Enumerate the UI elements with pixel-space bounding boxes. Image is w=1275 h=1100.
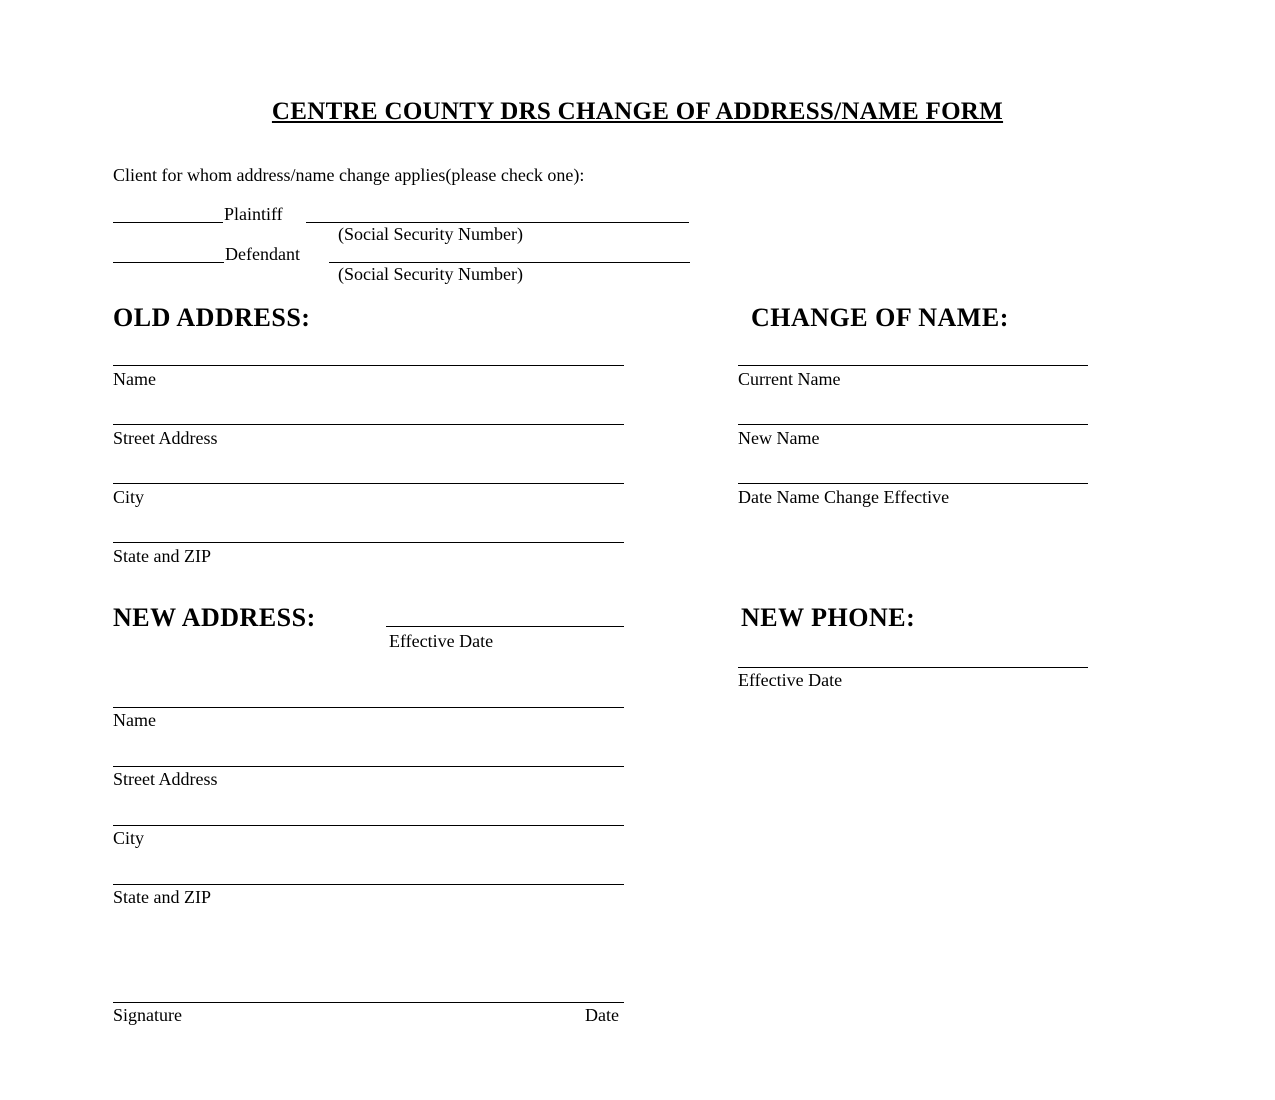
old-state-zip-field[interactable] <box>113 542 624 543</box>
name-change-date-field[interactable] <box>738 483 1088 484</box>
change-of-name-heading: CHANGE OF NAME: <box>751 303 1009 332</box>
new-street-label: Street Address <box>113 769 218 789</box>
date-label: Date <box>585 1005 619 1025</box>
defendant-label: Defendant <box>225 244 300 264</box>
plaintiff-ssn-field[interactable] <box>306 222 689 223</box>
new-address-effective-date-field[interactable] <box>386 626 624 627</box>
new-state-zip-field[interactable] <box>113 884 624 885</box>
new-name-field[interactable] <box>738 424 1088 425</box>
old-street-field[interactable] <box>113 424 624 425</box>
plaintiff-label: Plaintiff <box>224 204 283 224</box>
new-name-address-field[interactable] <box>113 707 624 708</box>
current-name-field[interactable] <box>738 365 1088 366</box>
old-name-label: Name <box>113 369 156 389</box>
new-address-heading: NEW ADDRESS: <box>113 603 316 632</box>
new-phone-heading: NEW PHONE: <box>741 603 916 632</box>
plaintiff-checkbox-line[interactable] <box>113 222 223 223</box>
client-prompt: Client for whom address/name change applies(please check one): <box>113 165 585 185</box>
old-city-label: City <box>113 487 145 507</box>
new-phone-effective-date-label: Effective Date <box>738 670 843 690</box>
old-city-field[interactable] <box>113 483 624 484</box>
plaintiff-ssn-label: (Social Security Number) <box>338 224 523 244</box>
new-phone-field[interactable] <box>738 667 1088 668</box>
old-street-label: Street Address <box>113 428 218 448</box>
defendant-checkbox-line[interactable] <box>113 262 224 263</box>
old-state-zip-label: State and ZIP <box>113 546 211 566</box>
signature-label: Signature <box>113 1005 182 1025</box>
old-name-field[interactable] <box>113 365 624 366</box>
current-name-label: Current Name <box>738 369 841 389</box>
defendant-ssn-field[interactable] <box>329 262 690 263</box>
name-change-date-label: Date Name Change Effective <box>738 487 950 507</box>
new-street-field[interactable] <box>113 766 624 767</box>
new-name-label: New Name <box>738 428 820 448</box>
new-address-name-label: Name <box>113 710 156 730</box>
form-title: CENTRE COUNTY DRS CHANGE OF ADDRESS/NAME FORM <box>271 98 1004 125</box>
signature-field[interactable] <box>113 1002 624 1003</box>
new-city-field[interactable] <box>113 825 624 826</box>
new-address-effective-date-label: Effective Date <box>389 631 494 651</box>
old-address-heading: OLD ADDRESS: <box>113 303 311 332</box>
new-city-label: City <box>113 828 145 848</box>
defendant-ssn-label: (Social Security Number) <box>338 264 523 284</box>
new-state-zip-label: State and ZIP <box>113 887 211 907</box>
